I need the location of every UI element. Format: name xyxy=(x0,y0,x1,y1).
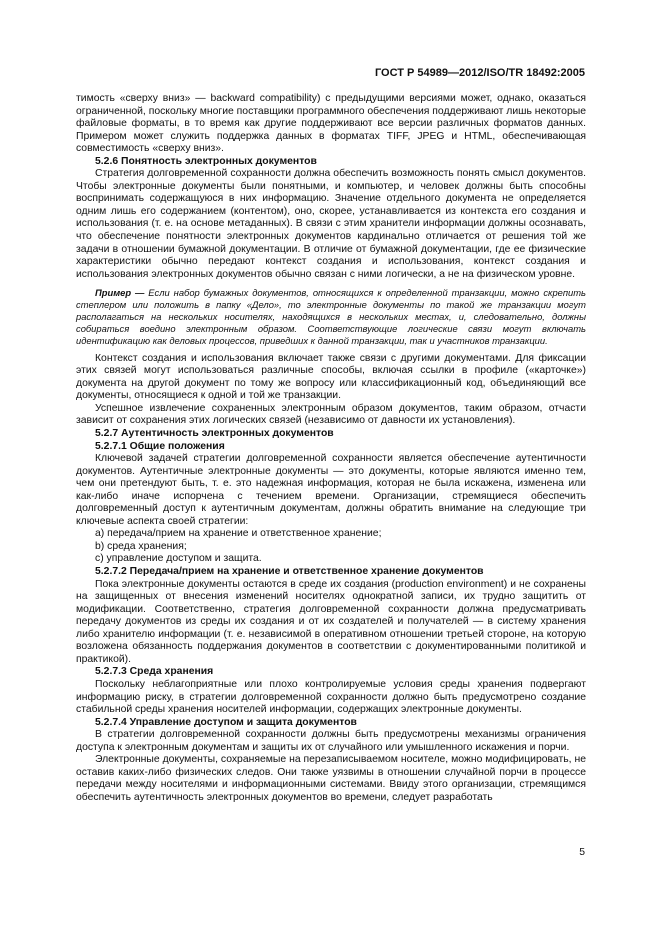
paragraph-5274-2: Электронные документы, сохраняемые на перезаписываемом носителе, можно модифицировать, не оставив каких-либо физических следов. Они также уязвимы в отношении случайной порчи в процессе передачи между носителями и информационными системами. Ввиду этого организации, стремящимся обеспечить аутентичность электронных документов во времени, следует разработать xyxy=(76,754,586,803)
paragraph-5272: Пока электронные документы остаются в среде их создания (production environment) и не сохранены на защищенных от внесения изменений носителях однократной записи, их трудно защитить от модификации. Соответственно, стратегия долговременной сохранности должна предусматривать передачу документов из среды их создания и от их создателей и получателей — в систему хранения либо хранителю информации (т. е. независимой в оперативном отношении третьей стороне, на которую возложена обязанность поддержания документов в соответствии с документированными политикой и практикой). xyxy=(76,578,586,665)
example-text: Если набор бумажных документов, относящихся к определенной транзакции, можно скрепить степлером или положить в папку «Дело», то электронные документы по такой же транзакции могут располагаться на нескольких носителях, находящихся в нескольких местах, и, следовательно, должны собираться воедино электронным образом. Соответствующие логические связи могут включать идентификацию как деловых процессов, приведших к данной транзакции, так и участников транзакции. xyxy=(76,287,586,346)
list-item-a: a) передача/прием на хранение и ответственное хранение; xyxy=(95,528,382,540)
list-item-b: b) среда хранения; xyxy=(95,540,187,552)
heading-5-2-6: 5.2.6 Понятность электронных документов xyxy=(95,155,317,167)
standard-header: ГОСТ Р 54989—2012/ISO/TR 18492:2005 xyxy=(374,67,585,79)
intro-paragraph: тимость «сверху вниз» — backward compatibility) с предыдущими версиями может, однако, оказаться ограниченной, поскольку многие поставщики программного обеспечения поддерживают лишь некоторые файловые форматы, в то время как другие поддерживают все версии различных форматов данных. Примером может служить поддержка данных в форматах TIFF, JPEG и HTML, обеспечивающая совместимость «сверху вниз». xyxy=(76,93,586,155)
page-content xyxy=(76,93,586,804)
heading-5-2-7-4: 5.2.7.4 Управление доступом и защита документов xyxy=(95,716,357,728)
heading-5-2-7-3: 5.2.7.3 Среда хранения xyxy=(95,666,214,678)
paragraph-5273: Поскольку неблагоприятные или плохо контролируемые условия среды хранения подвергают информацию риску, в стратегии долговременной сохранности должно быть предусмотрено создание стабильной среды хранения носителей информации, содержащих электронные документы. xyxy=(76,678,586,716)
paragraph-526-2: Контекст создания и использования включает также связи с другими документами. Для фиксации этих связей могут использоваться различные способы, включая ссылки в профиле («карточке») документа на другой документ по тому же вопросу или классификационный код, объединяющий все документы, относящиеся к одной и той же транзакции. xyxy=(76,352,586,402)
paragraph-5274-1: В стратегии долговременной сохранности должны быть предусмотрены механизмы ограничения доступа к электронным документам и защиты их от случайного или умышленного искажения и порчи. xyxy=(76,729,586,753)
paragraph-526-1: Стратегия долговременной сохранности должна обеспечить возможность понять смысл документов. Чтобы электронные документы были понятными, и компьютер, и человек должны быть способны воспринимать содержащуюся в них информацию. Значение отдельного документа не определяется одним лишь его содержанием (контентом), оно, скорее, устанавливается из контекста его создания и использования (т. е. на основе метаданных). В связи с этим хранители информации должны осознавать, что обеспечение понятности электронных документов кардинально отличается от решения той же задачи в отношении бумажной документации. В отличие от бумажной документации, где ее физические характеристики обычно передают контекст создания и использования, контекст создания и использования электронных документов обычно связан с ними логически, а не на физическом уровне. xyxy=(76,168,586,280)
paragraph-526-3: Успешное извлечение сохраненных электронным образом документов, таким образом, отчасти зависит от сохранения этих логических связей (независимо от давности их установления). xyxy=(76,402,586,427)
example-label: Пример — xyxy=(95,287,145,299)
list-item-c: c) управление доступом и защита. xyxy=(95,553,262,565)
paragraph-5271: Ключевой задачей стратегии долговременной сохранности является обеспечение аутентичности документов. Аутентичные электронные документы — это документы, которые являются именно тем, чем они претендуют быть, т. е. это надежная информация, которая не была искажена, изменена или как-либо иначе испорчена с течением времени. Организации, стремящиеся обеспечить долговременный доступ к аутентичным документам, должны обратить внимание на следующие три ключевые аспекта своей стратегии: xyxy=(76,453,586,527)
page-number: 5 xyxy=(579,847,585,858)
heading-5-2-7-2: 5.2.7.2 Передача/прием на хранение и ответственное хранение документов xyxy=(95,566,484,578)
heading-5-2-7-1: 5.2.7.1 Общие положения xyxy=(95,440,225,452)
heading-5-2-7: 5.2.7 Аутентичность электронных документов xyxy=(95,428,334,440)
example-paragraph xyxy=(76,287,586,347)
